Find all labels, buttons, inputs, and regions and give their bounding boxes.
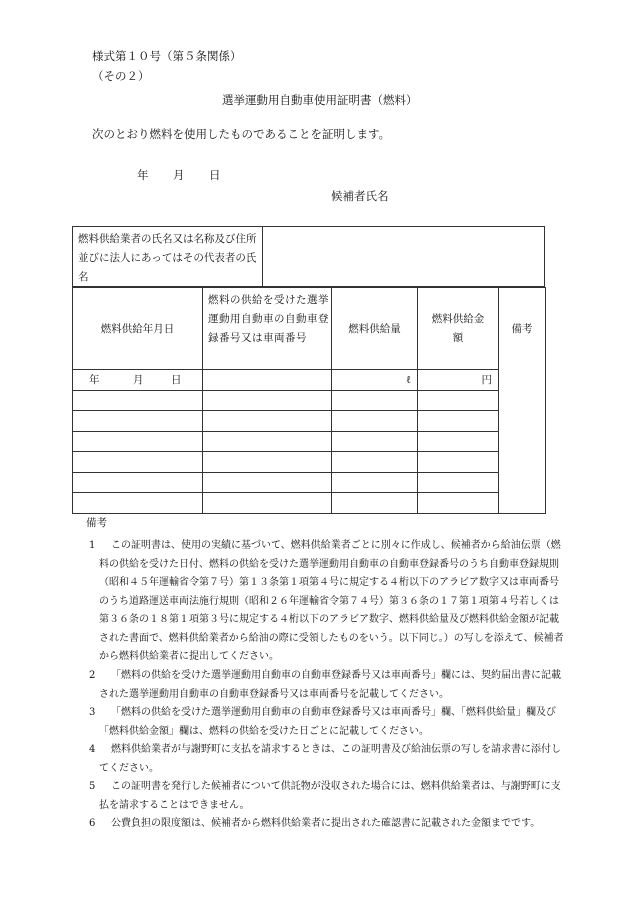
note-number: 5 [89, 781, 96, 792]
note-number: 1 [89, 540, 96, 551]
row-amount-cell[interactable] [418, 390, 499, 411]
header-supply-date: 燃料供給年月日 [73, 288, 203, 370]
row-vehicle-cell[interactable] [203, 431, 332, 452]
note-number: 2 [89, 670, 96, 681]
note-item [85, 667, 565, 704]
row-date-cell[interactable] [73, 370, 203, 391]
table-header-row [73, 288, 546, 370]
table-row [73, 370, 546, 391]
form-number: 様式第１０号（第５条関係） [92, 49, 242, 63]
note-item [85, 741, 565, 778]
row-date-cell[interactable] [73, 493, 203, 514]
note-text: 燃料供給業者が与謝野町に支払を請求するときは、この証明書及び給油伝票の写しを請求書に添付してください。 [99, 744, 561, 774]
header-fuel-amount [418, 288, 499, 370]
row-quantity-cell[interactable] [332, 411, 418, 432]
date-year-label: 年 [137, 168, 149, 182]
candidate-name-label: 候補者氏名 [331, 189, 389, 203]
header-vehicle-number: 燃料の供給を受けた選挙運動用自動車の自動車登録番号又は車両番号 [203, 288, 332, 370]
row-date-cell[interactable] [73, 390, 203, 411]
row-vehicle-cell[interactable] [203, 370, 332, 391]
row-date-cell[interactable] [73, 431, 203, 452]
note-text: 公費負担の限度額は、候補者から燃料供給業者に提出された確認書に記載された金額までです。 [111, 818, 541, 829]
row-vehicle-cell[interactable] [203, 411, 332, 432]
table-row [73, 472, 546, 493]
row-vehicle-cell[interactable] [203, 390, 332, 411]
header-fuel-quantity: 燃料供給量 [332, 288, 418, 370]
row-day-label: 日 [171, 374, 182, 387]
certification-statement: 次のとおり燃料を使用したものであることを証明します。 [92, 127, 391, 141]
note-text: この証明書は、使用の実績に基づいて、燃料供給業者ごとに別々に作成し、候補者から給油伝票（燃料の供給を受けた日付、燃料の供給を受けた選挙運動用自動車の自動車登録番号のうち自動車登録規則（昭和４５年運輸省令第７号）第１３条第１項第４号に規定する４桁以下のアラビア数字又は車両番号のうち道路運送車両法施行規則（昭和２６年運輸省令第７４号）第３６条の１７第１項第４号若しくは第３６条の１８第１項第３号に規定する４桁以下のアラビア数字、燃料供給量及び燃料供給金額が記載された書面で、燃料供給業者から給油の際に受領したものをいう。以下同じ。）の写しを添えて、候補者から燃料供給業者に提出してください。 [99, 540, 564, 662]
row-quantity-cell[interactable] [332, 493, 418, 514]
note-item [85, 815, 565, 834]
table-row [73, 390, 546, 411]
supplier-info-field[interactable] [263, 227, 544, 286]
note-number: 3 [89, 707, 96, 718]
header-remarks [499, 288, 546, 514]
row-quantity-cell[interactable] [332, 390, 418, 411]
row-month-label: 月 [133, 374, 144, 387]
note-text: この証明書を発行した候補者について供託物が没収された場合には、燃料供給業者は、与謝野町に支払を請求することはできません。 [99, 781, 561, 811]
row-date-cell[interactable] [73, 452, 203, 473]
notes-heading: 備考 [86, 517, 107, 529]
row-date-cell[interactable] [73, 472, 203, 493]
row-quantity-cell[interactable]: ℓ [332, 370, 418, 391]
date-month-label: 月 [173, 168, 185, 182]
row-vehicle-cell[interactable] [203, 452, 332, 473]
note-number: 4 [89, 744, 96, 755]
note-item [85, 704, 565, 741]
row-date-cell[interactable] [73, 411, 203, 432]
table-row [73, 493, 546, 514]
row-quantity-cell[interactable] [332, 452, 418, 473]
row-amount-cell[interactable] [418, 431, 499, 452]
row-vehicle-cell[interactable] [203, 493, 332, 514]
row-amount-cell[interactable]: 円 [418, 370, 499, 391]
document-title: 選挙運動用自動車使用証明書（燃料） [222, 93, 418, 107]
row-amount-cell[interactable] [418, 472, 499, 493]
fuel-usage-table [72, 287, 546, 514]
date-day-label: 日 [209, 168, 221, 182]
row-amount-cell[interactable] [418, 452, 499, 473]
header-fuel-amount-text: 燃料供給金額 [431, 312, 485, 344]
note-text: 「燃料の供給を受けた選挙運動用自動車の自動車登録番号又は車両番号」欄、「燃料供給量」欄及び「燃料供給金額」欄は、燃料の供給を受けた日ごとに記載してください。 [99, 707, 556, 737]
row-quantity-cell[interactable] [332, 472, 418, 493]
table-row [73, 452, 546, 473]
row-vehicle-cell[interactable] [203, 472, 332, 493]
certification-date [137, 167, 221, 183]
row-amount-cell[interactable] [418, 493, 499, 514]
row-quantity-cell[interactable] [332, 431, 418, 452]
table-row [73, 411, 546, 432]
table-row [73, 431, 546, 452]
note-text: 「燃料の供給を受けた選挙運動用自動車の自動車登録番号又は車両番号」欄には、契約届出書に記載された選挙運動用自動車の自動車登録番号又は車両番号を記載してください。 [99, 670, 561, 700]
form-part: （その２） [92, 69, 150, 83]
header-remarks-text: 備考 [511, 323, 533, 335]
note-number: 6 [89, 818, 96, 829]
row-amount-cell[interactable] [418, 411, 499, 432]
supplier-info-box [72, 226, 545, 287]
note-item [85, 778, 565, 815]
note-item [85, 537, 565, 667]
row-year-label: 年 [89, 374, 100, 387]
supplier-info-label: 燃料供給業者の氏名又は名称及び住所並びに法人にあってはその代表者の氏名 [73, 227, 263, 286]
